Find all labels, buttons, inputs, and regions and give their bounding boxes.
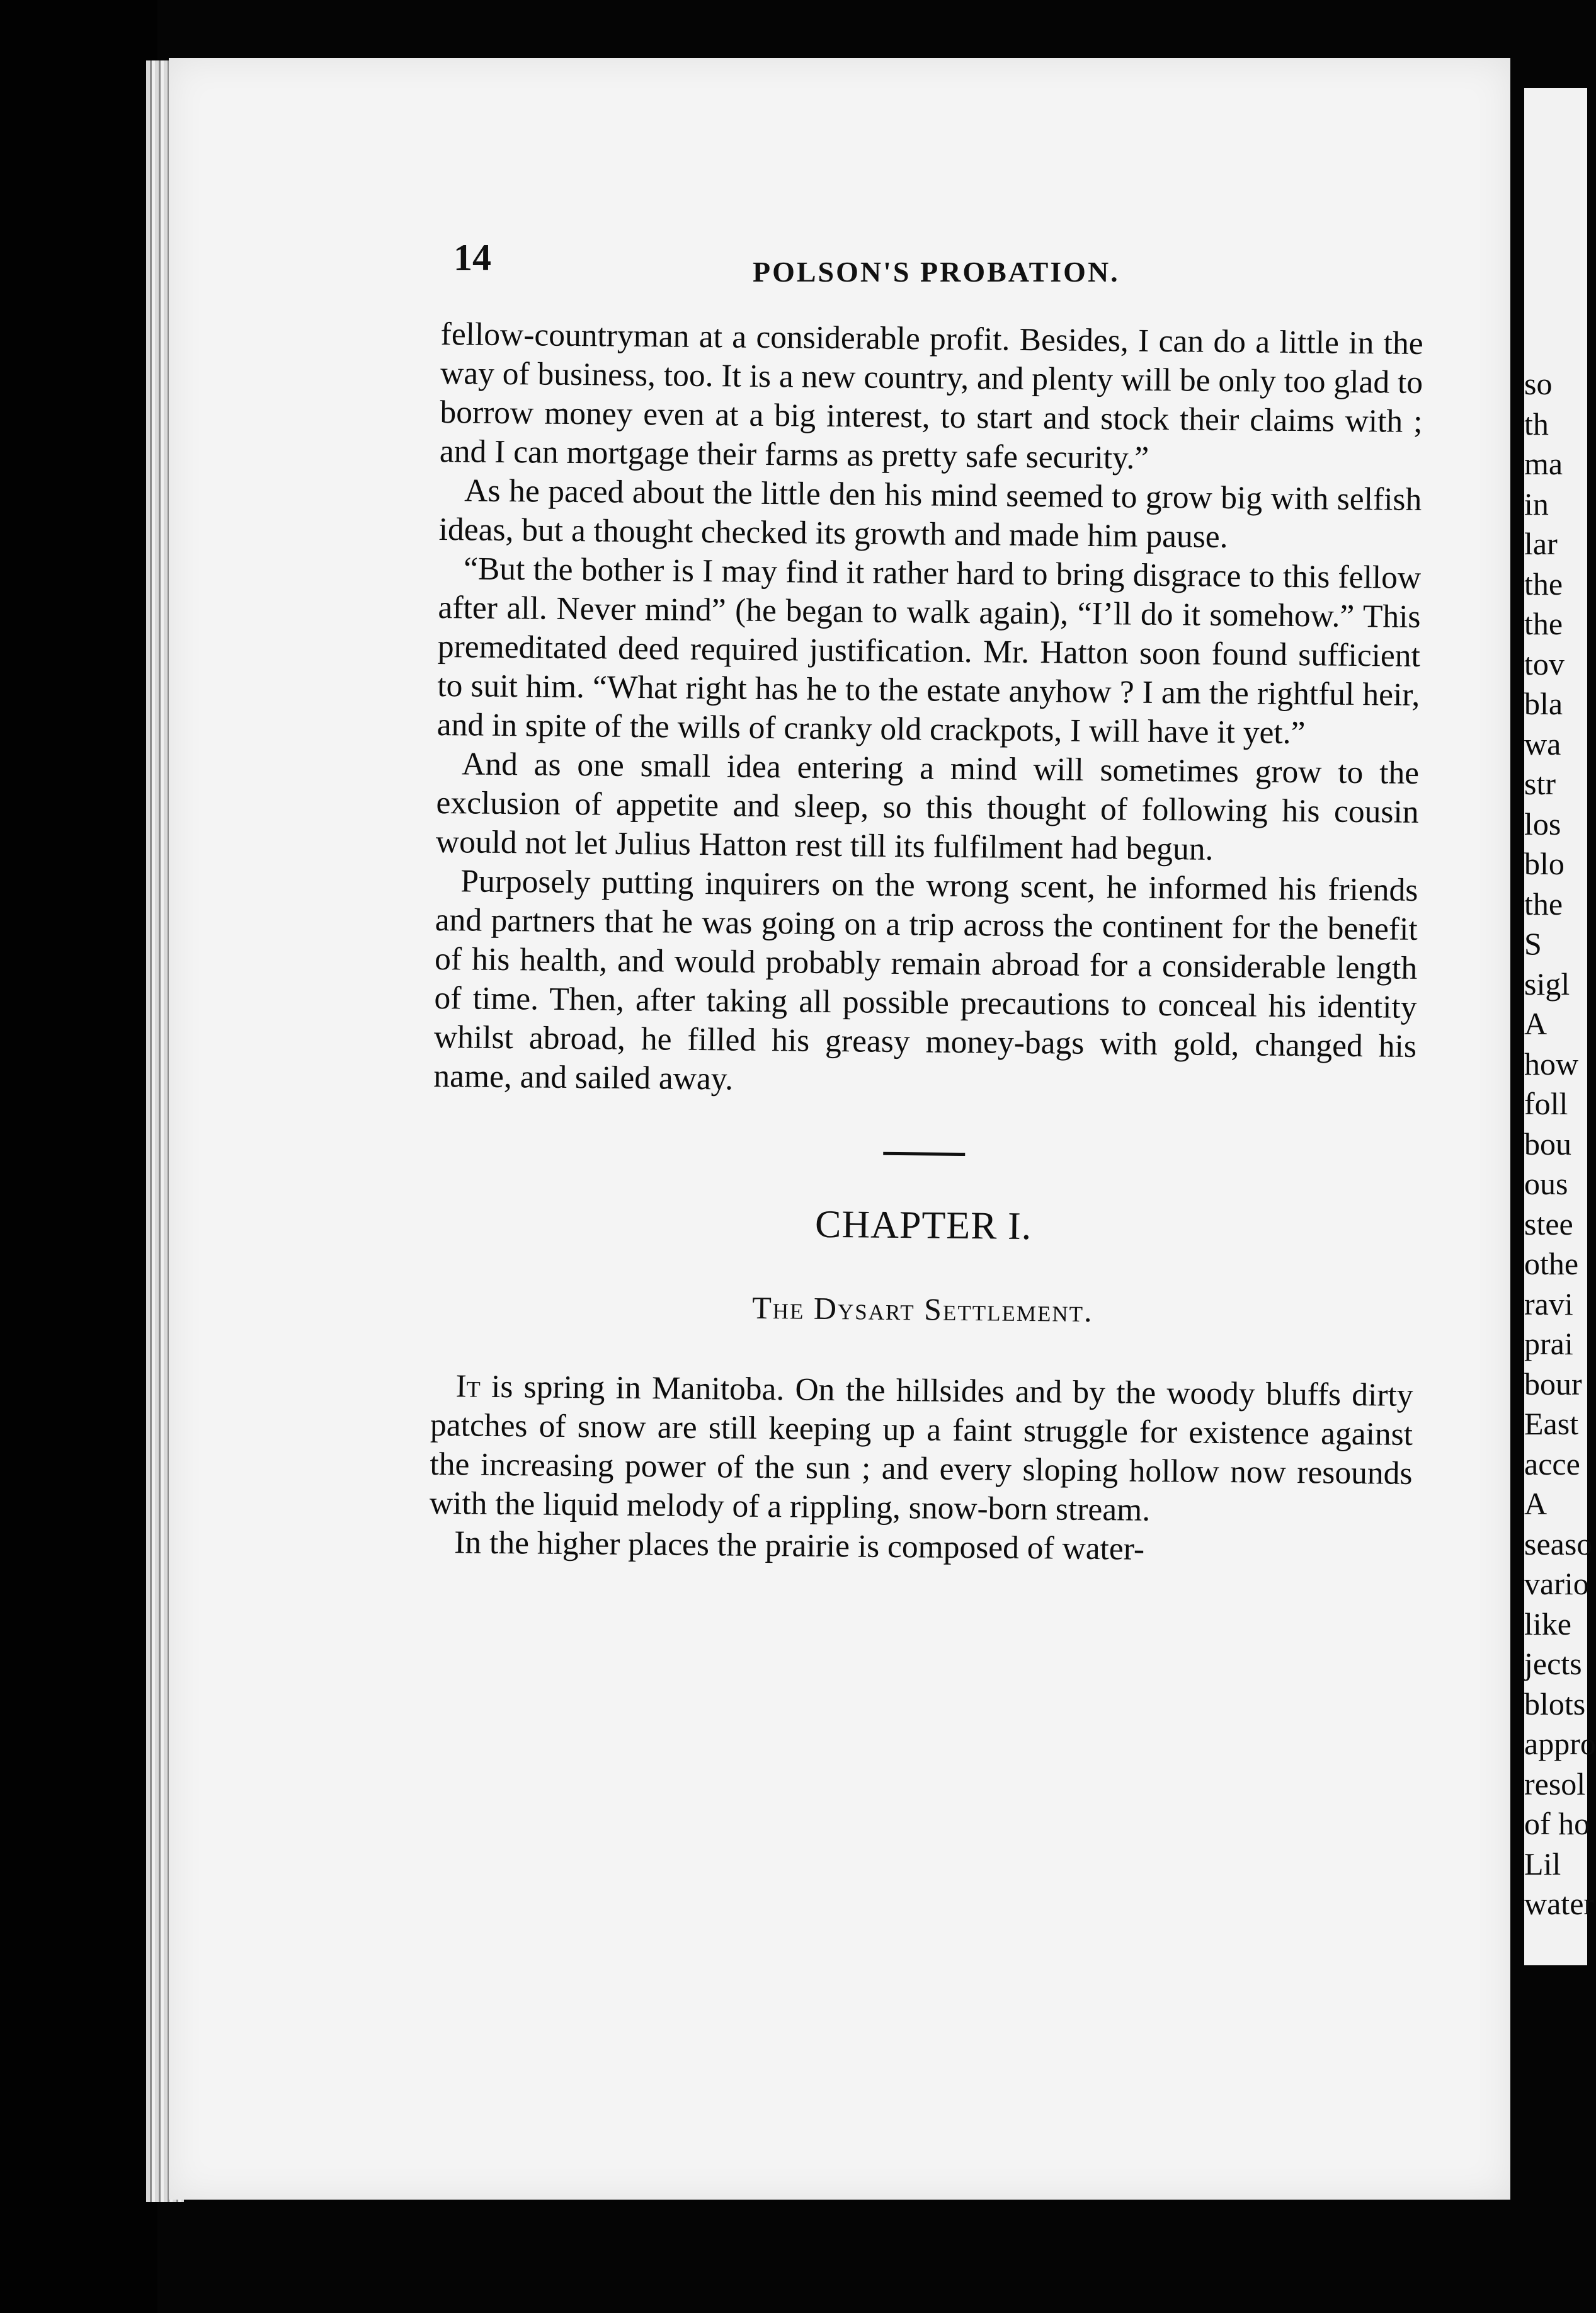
facing-page-fragment: the	[1524, 886, 1563, 922]
facing-page-fragment: th	[1524, 406, 1549, 442]
facing-page-fragment: othe	[1524, 1246, 1579, 1281]
facing-page-fragment: wa	[1524, 726, 1561, 762]
page-body	[429, 315, 1423, 1572]
paragraph: fellow-countryman at a considerable profit. Besides, I can do a little in the way of business, too. It is a new country, and plenty will be only too glad to borrow money even at a big interest, to start and stock their claims with ; and I can mortgage their farms as pretty safe security.”	[439, 316, 1423, 476]
chapter-title: CHAPTER I.	[814, 1202, 1032, 1248]
facing-page-fragment: seaso	[1524, 1526, 1593, 1562]
facing-page-edge	[1524, 88, 1596, 1965]
facing-page-fragment: the	[1524, 566, 1563, 602]
facing-page-fragment: so	[1524, 366, 1553, 401]
facing-page-fragment: water	[1524, 1886, 1595, 1921]
facing-page-fragment: vario	[1524, 1566, 1589, 1601]
facing-page-fragment: appro	[1524, 1726, 1596, 1761]
facing-page-fragment: S	[1524, 926, 1542, 961]
page-number: 14	[453, 237, 491, 278]
facing-page-fragment: str	[1524, 766, 1556, 801]
facing-page-fragment: blo	[1524, 846, 1565, 881]
facing-page-fragment: ravi	[1524, 1286, 1573, 1322]
facing-page-fragment: ous	[1524, 1166, 1568, 1201]
facing-page-fragment: stee	[1524, 1206, 1573, 1242]
facing-page-fragment: resol	[1524, 1766, 1586, 1802]
facing-page-fragment: bou	[1524, 1126, 1571, 1162]
facing-page-fragment: like	[1524, 1606, 1571, 1642]
facing-page-fragment: tov	[1524, 646, 1565, 682]
drop-lead-word: It	[455, 1368, 481, 1405]
facing-page-fragment: acce	[1524, 1446, 1580, 1482]
facing-page-fragment: ma	[1524, 446, 1563, 481]
section-divider	[883, 1152, 965, 1156]
facing-page-fragment: los	[1524, 806, 1561, 842]
running-head: POLSON'S PROBATION.	[753, 256, 1120, 288]
paragraph	[430, 1367, 1413, 1533]
paragraph: As he paced about the little den his mind seemed to grow big with selfish ideas, but a thought checked its growth and made him pause.	[438, 472, 1422, 556]
facing-page-fragment: how	[1524, 1046, 1579, 1082]
chapter-subtitle: The Dysart Settlement.	[751, 1289, 1093, 1329]
facing-page-fragment: in	[1524, 486, 1549, 522]
paragraph: And as one small idea entering a mind will sometimes grow to the exclusion of appetite and sleep, so this thought of following his cousin would not let Julius Hatton rest till its fulfilment had begun.	[435, 746, 1420, 867]
paragraph-text: is spring in Manitoba. On the hillsides and by the woody bluffs dirty patches of snow are still keeping up a faint struggle for existence against the increasing power of the sun ; and every sloping hollow now resounds with the liquid melody of a rippling, snow-born stream.	[429, 1368, 1413, 1528]
facing-page-fragment: jects	[1524, 1646, 1582, 1681]
facing-page-fragment: foll	[1524, 1086, 1568, 1121]
paragraph: In the higher places the prairie is composed of water-	[454, 1524, 1145, 1567]
facing-page-fragment: blots	[1524, 1686, 1586, 1722]
facing-page-fragment: prai	[1524, 1326, 1573, 1361]
facing-page-fragment: the	[1524, 606, 1563, 641]
paragraph: “But the bother is I may find it rather hard to bring disgrace to this fellow after all. Never mind” (he began to walk again), “I’ll do it somehow.” This premeditated deed required justification. Mr. Hatton soon found sufficient to suit him. “What right has he to the estate anyhow ? I am the rightful heir, and in spite of the wills of cranky old crackpots, I will have it yet.”	[436, 551, 1422, 751]
facing-page-fragment: A	[1524, 1006, 1548, 1041]
scan-backdrop	[0, 0, 157, 2313]
facing-page-fragment: sigl	[1524, 966, 1570, 1002]
facing-page-fragment: bla	[1524, 686, 1563, 721]
paragraph: Purposely putting inquirers on the wrong scent, he informed his friends and partners that he was going on a trip across the continent for the benefit of his health, and would probably remain abroad for a considerable length of time. Then, after taking all possible precautions to conceal his identity whilst abroad, he filled his greasy money-bags with gold, changed his name, and sailed away.	[433, 863, 1418, 1097]
facing-page-fragment: bour	[1524, 1366, 1582, 1402]
page-header	[283, 236, 1417, 293]
facing-page-fragment: Lil	[1524, 1846, 1561, 1882]
facing-page-fragment: lar	[1524, 526, 1558, 561]
facing-page-fragment: of ho	[1524, 1806, 1590, 1841]
facing-page-fragment: A	[1524, 1486, 1548, 1521]
facing-page-fragment: East	[1524, 1406, 1579, 1441]
